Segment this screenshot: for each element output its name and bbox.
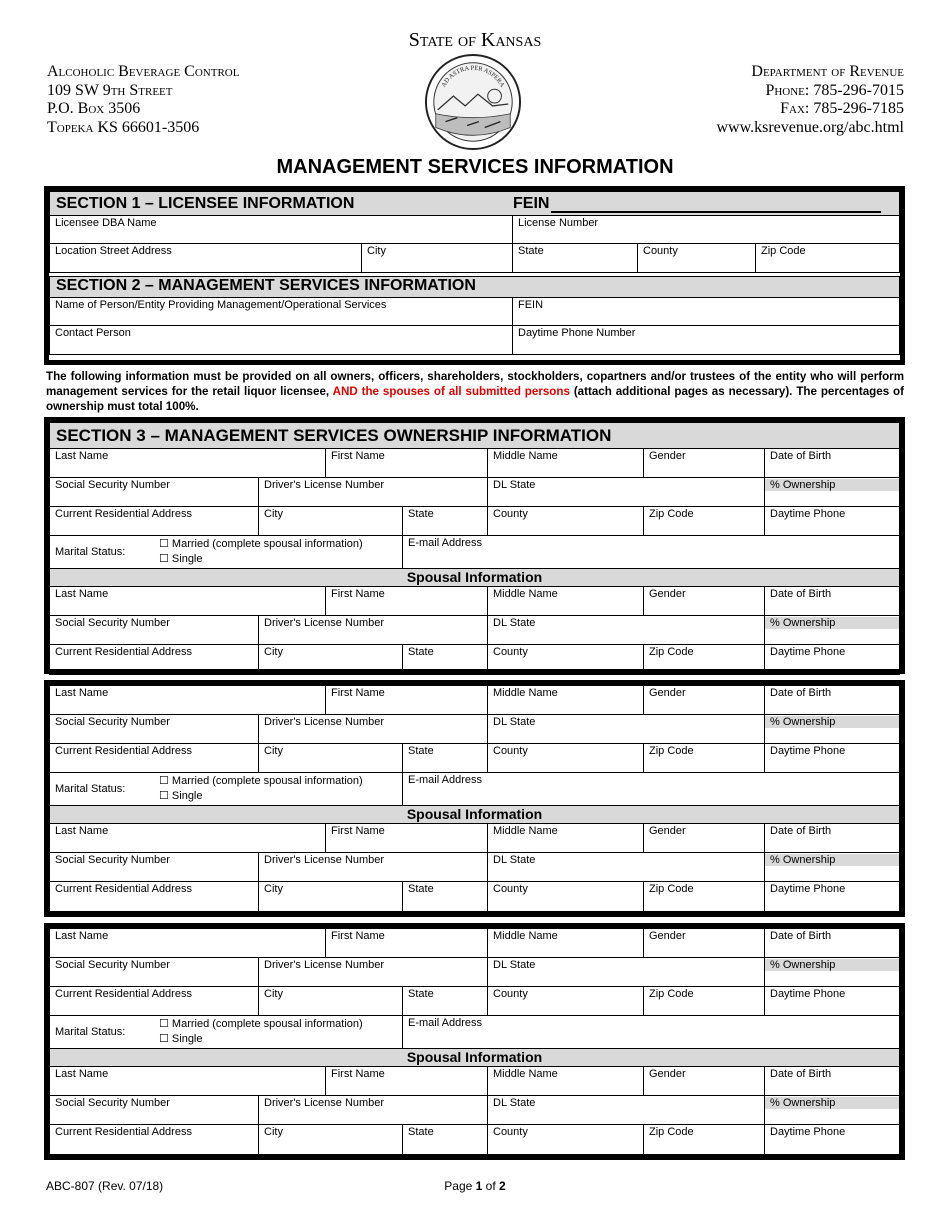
spouse-last-name-field[interactable]: Last Name <box>50 587 326 615</box>
marital-status <box>50 773 403 805</box>
owner-block-3-inner <box>49 928 900 1155</box>
spouse-state-field[interactable]: State <box>403 1125 488 1154</box>
spouse-zip-code-field[interactable]: Zip Code <box>644 882 765 911</box>
spouse-dl-state-field[interactable]: DL State <box>488 616 765 644</box>
spouse-daytime-phone-field[interactable]: Daytime Phone <box>770 646 846 658</box>
single-checkbox[interactable]: ☐ Single <box>159 790 203 802</box>
spouse-last-name-field[interactable]: Last Name <box>50 1067 326 1095</box>
owner-block-1-inner <box>49 422 900 675</box>
first-name-field[interactable]: First Name <box>326 686 488 714</box>
licensee-dba-field[interactable]: Licensee DBA Name <box>50 216 513 243</box>
contact-person-field[interactable]: Contact Person <box>50 326 513 354</box>
last-name-field[interactable]: Last Name <box>50 686 326 714</box>
zip-code-field[interactable]: Zip Code <box>644 744 765 772</box>
ssn-field[interactable]: Social Security Number <box>50 478 259 506</box>
section-1-title: SECTION 1 – LICENSEE INFORMATION <box>56 195 355 212</box>
date-of-birth-field[interactable]: Date of Birth <box>770 687 832 699</box>
spouse-ownership-percent-field[interactable] <box>765 1096 899 1124</box>
spouse-city-field[interactable]: City <box>259 1125 403 1154</box>
spouse-ssn-field[interactable]: Social Security Number <box>50 1096 259 1124</box>
management-fein-field[interactable]: FEIN <box>518 299 544 311</box>
owner-2 <box>50 686 899 911</box>
spouse-first-name-field[interactable]: First Name <box>326 1067 488 1095</box>
spouse-middle-name-field[interactable]: Middle Name <box>488 1067 644 1095</box>
spouse-county-field[interactable]: County <box>488 1125 644 1154</box>
owner-3 <box>50 929 899 1154</box>
department-fax: Fax: 785-296-7185 <box>780 100 904 117</box>
county-field[interactable]: County <box>488 744 644 772</box>
instructions-paragraph <box>46 369 904 414</box>
spouse-date-of-birth-field[interactable]: Date of Birth <box>770 825 832 837</box>
spouse-residential-address-field[interactable]: Current Residential Address <box>50 1125 259 1154</box>
spouse-date-of-birth-field[interactable]: Date of Birth <box>770 588 832 600</box>
dl-state-field[interactable]: DL State <box>488 478 765 506</box>
married-checkbox[interactable]: ☐ Married (complete spousal information) <box>159 775 363 787</box>
ownership-percent-field[interactable] <box>765 715 899 743</box>
spouse-dl-state-field[interactable]: DL State <box>488 853 765 881</box>
ownership-percent-label: % Ownership <box>765 479 899 491</box>
spouse-gender-field[interactable]: Gender <box>644 824 765 852</box>
daytime-phone-field[interactable]: Daytime Phone <box>770 745 846 757</box>
marital-status-label: Marital Status: <box>55 546 126 558</box>
section-1-row-1 <box>50 216 899 244</box>
last-name-field[interactable]: Last Name <box>50 929 326 957</box>
department-website[interactable]: www.ksrevenue.org/abc.html <box>716 118 904 136</box>
section-3-header <box>50 423 899 449</box>
seal-motto: AD ASTRA PER ASPERA <box>440 64 506 89</box>
city-field[interactable]: City <box>259 744 403 772</box>
spousal-information-header: Spousal Information <box>50 569 899 587</box>
owner-block-2-inner <box>49 685 900 912</box>
residential-address-field[interactable]: Current Residential Address <box>50 744 259 772</box>
residential-address-field[interactable]: Current Residential Address <box>50 507 259 535</box>
spouse-ownership-percent-label: % Ownership <box>765 854 899 866</box>
form-title: MANAGEMENT SERVICES INFORMATION <box>276 156 674 178</box>
spouse-ownership-percent-field[interactable] <box>765 853 899 881</box>
spouse-daytime-phone-field[interactable]: Daytime Phone <box>770 883 846 895</box>
page-indicator <box>0 1179 950 1193</box>
married-checkbox[interactable]: ☐ Married (complete spousal information) <box>159 538 363 550</box>
spouse-date-of-birth-field[interactable]: Date of Birth <box>770 1068 832 1080</box>
section-2-header <box>50 277 899 298</box>
marital-status <box>50 1016 403 1048</box>
marital-status <box>50 536 403 568</box>
department-contact <box>716 63 904 137</box>
page-of: of <box>482 1179 500 1193</box>
license-number-field[interactable]: License Number <box>518 217 599 229</box>
owner-block-1 <box>44 417 905 674</box>
daytime-phone-field[interactable]: Daytime Phone <box>770 988 846 1000</box>
owner-block-2 <box>44 680 905 917</box>
zip-code-field[interactable]: Zip Code <box>644 507 765 535</box>
ownership-percent-label: % Ownership <box>765 716 899 728</box>
spouse-middle-name-field[interactable]: Middle Name <box>488 824 644 852</box>
spouse-state-field[interactable]: State <box>403 882 488 911</box>
section-2 <box>49 276 900 355</box>
form-id: ABC-807 (Rev. 07/18) <box>46 1179 164 1193</box>
section-3-title: SECTION 3 – MANAGEMENT SERVICES OWNERSHIP INFORMATION <box>56 426 612 445</box>
spouse-first-name-field[interactable]: First Name <box>326 587 488 615</box>
zip-code-field[interactable]: Zip Code <box>644 987 765 1015</box>
city-field[interactable]: City <box>259 507 403 535</box>
agency-po-box: P.O. Box 3506 <box>47 100 141 117</box>
spousal-information-header: Spousal Information <box>50 806 899 824</box>
married-checkbox[interactable]: ☐ Married (complete spousal information) <box>159 1018 363 1030</box>
spouse-state-field[interactable]: State <box>403 645 488 674</box>
drivers-license-field[interactable]: Driver's License Number <box>259 958 488 986</box>
ssn-field[interactable]: Social Security Number <box>50 958 259 986</box>
first-name-field[interactable]: First Name <box>326 449 488 477</box>
state-field[interactable]: State <box>403 507 488 535</box>
instructions-part-3: (attach additional pages as necessary). The percentages of ownership must total 100%. <box>46 385 904 413</box>
single-checkbox[interactable]: ☐ Single <box>159 1033 203 1045</box>
spouse-ownership-percent-label: % Ownership <box>765 1097 899 1109</box>
date-of-birth-field[interactable]: Date of Birth <box>770 930 832 942</box>
section-1 <box>49 191 900 273</box>
owner-1 <box>50 449 899 674</box>
section-1-row-2 <box>50 244 899 272</box>
state-field[interactable]: State <box>403 744 488 772</box>
owner-block-3 <box>44 923 905 1160</box>
daytime-phone-field[interactable]: Daytime Phone <box>770 508 846 520</box>
city-field[interactable]: City <box>259 987 403 1015</box>
spouse-ownership-percent-field[interactable] <box>765 616 899 644</box>
state-field[interactable]: State <box>403 987 488 1015</box>
email-field[interactable]: E-mail Address <box>408 537 482 549</box>
spouse-gender-field[interactable]: Gender <box>644 1067 765 1095</box>
spouse-ssn-field[interactable]: Social Security Number <box>50 853 259 881</box>
section-1-fein[interactable] <box>513 195 881 215</box>
department-name: Department of Revenue <box>751 63 904 80</box>
daytime-phone-number-field[interactable]: Daytime Phone Number <box>518 327 636 339</box>
gender-field[interactable]: Gender <box>644 449 765 477</box>
agency-city: Topeka KS 66601-3506 <box>47 118 200 136</box>
section-2-title: SECTION 2 – MANAGEMENT SERVICES INFORMATION <box>56 277 476 294</box>
spouse-county-field[interactable]: County <box>488 882 644 911</box>
county-field[interactable]: County <box>488 987 644 1015</box>
email-field[interactable]: E-mail Address <box>408 1017 482 1029</box>
spouse-county-field[interactable]: County <box>488 645 644 674</box>
instructions-spouses-note: AND the spouses of all submitted persons <box>332 385 570 398</box>
spouse-residential-address-field[interactable]: Current Residential Address <box>50 882 259 911</box>
residential-address-field[interactable]: Current Residential Address <box>50 987 259 1015</box>
spouse-ssn-field[interactable]: Social Security Number <box>50 616 259 644</box>
spouse-zip-code-field[interactable]: Zip Code <box>644 645 765 674</box>
spouse-residential-address-field[interactable]: Current Residential Address <box>50 645 259 674</box>
section-2-row-1 <box>50 298 899 326</box>
licensee-and-management-box <box>44 186 905 365</box>
gender-field[interactable]: Gender <box>644 686 765 714</box>
page-number: 1 <box>475 1179 483 1193</box>
spouse-gender-field[interactable]: Gender <box>644 587 765 615</box>
drivers-license-field[interactable]: Driver's License Number <box>259 478 488 506</box>
spouse-dl-state-field[interactable]: DL State <box>488 1096 765 1124</box>
spouse-drivers-license-field[interactable]: Driver's License Number <box>259 1096 488 1124</box>
spouse-daytime-phone-field[interactable]: Daytime Phone <box>770 1126 846 1138</box>
section-2-row-2 <box>50 326 899 354</box>
spouse-ownership-percent-label: % Ownership <box>765 617 899 629</box>
spouse-city-field[interactable]: City <box>259 882 403 911</box>
department-phone: Phone: 785-296-7015 <box>765 81 904 99</box>
spouse-drivers-license-field[interactable]: Driver's License Number <box>259 853 488 881</box>
location-street-field[interactable]: Location Street Address <box>50 244 362 272</box>
dl-state-field[interactable]: DL State <box>488 715 765 743</box>
agency-address <box>47 63 239 137</box>
date-of-birth-field[interactable]: Date of Birth <box>770 450 832 462</box>
last-name-field[interactable]: Last Name <box>50 449 326 477</box>
spouse-last-name-field[interactable]: Last Name <box>50 824 326 852</box>
first-name-field[interactable]: First Name <box>326 929 488 957</box>
management-entity-name-field[interactable]: Name of Person/Entity Providing Management/Operational Services <box>50 298 513 325</box>
location-city-field[interactable]: City <box>362 244 513 272</box>
gender-field[interactable]: Gender <box>644 929 765 957</box>
section-1-fein-label: FEIN <box>513 195 550 212</box>
marital-status-label: Marital Status: <box>55 1026 126 1038</box>
ssn-field[interactable]: Social Security Number <box>50 715 259 743</box>
state-heading: State of Kansas <box>408 29 542 51</box>
spouse-zip-code-field[interactable]: Zip Code <box>644 1125 765 1154</box>
county-field[interactable]: County <box>488 507 644 535</box>
spouse-middle-name-field[interactable]: Middle Name <box>488 587 644 615</box>
marital-status-label: Marital Status: <box>55 783 126 795</box>
location-county-field[interactable]: County <box>638 244 756 272</box>
ownership-percent-field[interactable] <box>765 478 899 506</box>
drivers-license-field[interactable]: Driver's License Number <box>259 715 488 743</box>
single-checkbox[interactable]: ☐ Single <box>159 553 203 565</box>
dl-state-field[interactable]: DL State <box>488 958 765 986</box>
ownership-percent-label: % Ownership <box>765 959 899 971</box>
spousal-information-header: Spousal Information <box>50 1049 899 1067</box>
agency-name: Alcoholic Beverage Control <box>47 63 240 80</box>
section-1-header <box>50 192 899 216</box>
instructions-part-1: The following information must be provided on all owners, officers, shareholders, stockholders, copartners and/or trustees of the entity who will perform management services for the retail liquor licensee, <box>46 370 904 398</box>
location-state-field[interactable]: State <box>513 244 638 272</box>
section-1-fein-field[interactable] <box>551 199 881 213</box>
ownership-percent-field[interactable] <box>765 958 899 986</box>
middle-name-field[interactable]: Middle Name <box>488 929 644 957</box>
spouse-first-name-field[interactable]: First Name <box>326 824 488 852</box>
email-field[interactable]: E-mail Address <box>408 774 482 786</box>
spouse-city-field[interactable]: City <box>259 645 403 674</box>
spouse-drivers-license-field[interactable]: Driver's License Number <box>259 616 488 644</box>
kansas-seal <box>424 53 522 151</box>
middle-name-field[interactable]: Middle Name <box>488 449 644 477</box>
agency-street: 109 SW 9th Street <box>47 81 173 99</box>
page-total: 2 <box>499 1179 506 1193</box>
page-prefix: Page <box>444 1179 476 1193</box>
location-zip-field[interactable]: Zip Code <box>761 245 806 257</box>
middle-name-field[interactable]: Middle Name <box>488 686 644 714</box>
